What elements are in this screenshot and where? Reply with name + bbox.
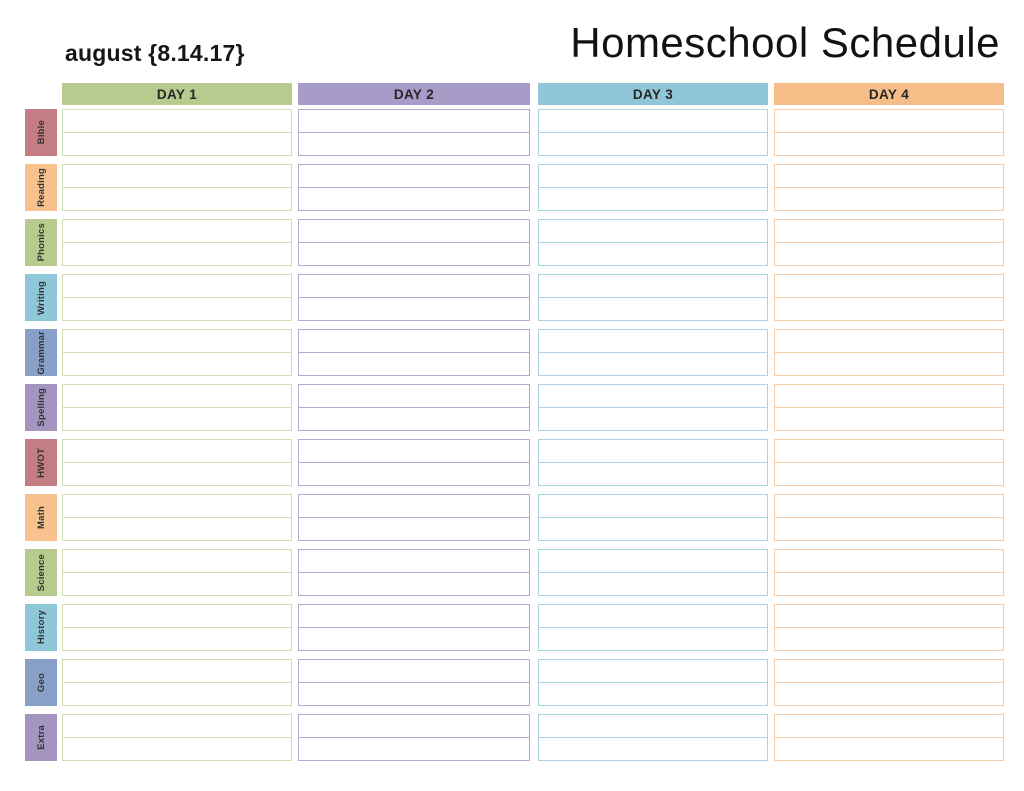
subject-label-text: HWOT — [35, 447, 47, 478]
subject-row-geo — [25, 659, 1004, 706]
subject-row-science — [25, 549, 1004, 596]
cell-line[interactable] — [775, 242, 1003, 265]
cell-line[interactable] — [539, 352, 767, 375]
cell-line[interactable] — [539, 385, 767, 407]
cell-line[interactable] — [539, 682, 767, 705]
cells-bible-day2 — [298, 109, 530, 156]
cell-line[interactable] — [299, 517, 529, 540]
cells-history-day3 — [538, 604, 768, 651]
cell-line[interactable] — [539, 715, 767, 737]
cells-spelling-day3 — [538, 384, 768, 431]
cell-line[interactable] — [539, 275, 767, 297]
cell-line[interactable] — [539, 220, 767, 242]
cell-line[interactable] — [63, 682, 291, 705]
cell-line[interactable] — [299, 737, 529, 760]
cell-line[interactable] — [63, 462, 291, 485]
cell-line[interactable] — [775, 275, 1003, 297]
cell-line[interactable] — [299, 550, 529, 572]
cell-line[interactable] — [775, 440, 1003, 462]
cell-line[interactable] — [63, 110, 291, 132]
cell-line[interactable] — [539, 297, 767, 320]
cell-line[interactable] — [299, 660, 529, 682]
cell-line[interactable] — [299, 242, 529, 265]
day-4-header: DAY 4 — [774, 83, 1004, 105]
cells-science-day3 — [538, 549, 768, 596]
cell-line[interactable] — [63, 165, 291, 187]
subject-label-spelling — [25, 384, 57, 431]
cells-extra-day2 — [298, 714, 530, 761]
cells-reading-day3 — [538, 164, 768, 211]
subject-label-text: Science — [35, 553, 47, 592]
cells-spelling-day1 — [62, 384, 292, 431]
cell-line[interactable] — [539, 550, 767, 572]
cell-line[interactable] — [63, 627, 291, 650]
cell-line[interactable] — [63, 550, 291, 572]
subject-row-bible — [25, 109, 1004, 156]
cells-phonics-day4 — [774, 219, 1004, 266]
cell-line[interactable] — [299, 715, 529, 737]
subject-label-history — [25, 604, 57, 651]
cells-history-day2 — [298, 604, 530, 651]
cell-line[interactable] — [299, 132, 529, 155]
cell-line[interactable] — [539, 187, 767, 210]
subject-label-geo — [25, 659, 57, 706]
cell-line[interactable] — [63, 660, 291, 682]
cell-line[interactable] — [539, 660, 767, 682]
cell-line[interactable] — [539, 330, 767, 352]
cell-line[interactable] — [299, 605, 529, 627]
cells-writing-day1 — [62, 274, 292, 321]
cells-history-day1 — [62, 604, 292, 651]
cell-line[interactable] — [775, 385, 1003, 407]
cell-line[interactable] — [63, 440, 291, 462]
cells-bible-day4 — [774, 109, 1004, 156]
cell-line[interactable] — [63, 242, 291, 265]
cell-line[interactable] — [63, 495, 291, 517]
cell-line[interactable] — [539, 462, 767, 485]
cell-line[interactable] — [775, 682, 1003, 705]
cells-hwot-day1 — [62, 439, 292, 486]
cell-line[interactable] — [299, 187, 529, 210]
day-header-row — [25, 83, 1004, 105]
cells-math-day3 — [538, 494, 768, 541]
cells-geo-day4 — [774, 659, 1004, 706]
cell-line[interactable] — [775, 297, 1003, 320]
cells-geo-day3 — [538, 659, 768, 706]
cell-line[interactable] — [299, 220, 529, 242]
subject-label-text: Geo — [35, 672, 47, 693]
cell-line[interactable] — [299, 297, 529, 320]
cells-math-day4 — [774, 494, 1004, 541]
subject-label-bible — [25, 109, 57, 156]
subject-row-extra — [25, 714, 1004, 761]
subject-label-science — [25, 549, 57, 596]
cells-extra-day1 — [62, 714, 292, 761]
subject-label-text: Bible — [35, 120, 47, 145]
cell-line[interactable] — [63, 737, 291, 760]
cell-line[interactable] — [775, 352, 1003, 375]
cells-spelling-day2 — [298, 384, 530, 431]
cell-line[interactable] — [63, 275, 291, 297]
cell-line[interactable] — [775, 517, 1003, 540]
cells-phonics-day2 — [298, 219, 530, 266]
cells-math-day1 — [62, 494, 292, 541]
date-label: august {8.14.17} — [65, 40, 245, 66]
subject-label-text: Spelling — [35, 388, 47, 427]
cell-line[interactable] — [299, 330, 529, 352]
subject-label-math — [25, 494, 57, 541]
cell-line[interactable] — [539, 132, 767, 155]
cells-reading-day4 — [774, 164, 1004, 211]
cells-history-day4 — [774, 604, 1004, 651]
subject-label-text: Phonics — [35, 223, 47, 262]
subject-row-hwot — [25, 439, 1004, 486]
cells-writing-day4 — [774, 274, 1004, 321]
cells-math-day2 — [298, 494, 530, 541]
subject-label-text: Grammar — [35, 330, 47, 375]
cells-writing-day2 — [298, 274, 530, 321]
cell-line[interactable] — [299, 627, 529, 650]
cell-line[interactable] — [539, 407, 767, 430]
cell-line[interactable] — [299, 572, 529, 595]
cells-reading-day1 — [62, 164, 292, 211]
cell-line[interactable] — [63, 132, 291, 155]
subject-label-grammar — [25, 329, 57, 376]
cells-hwot-day2 — [298, 439, 530, 486]
cell-line[interactable] — [539, 165, 767, 187]
cell-line[interactable] — [775, 220, 1003, 242]
page-title: Homeschool Schedule — [570, 19, 1000, 66]
subject-label-reading — [25, 164, 57, 211]
subject-label-text: History — [35, 610, 47, 645]
cell-line[interactable] — [775, 407, 1003, 430]
cells-grammar-day3 — [538, 329, 768, 376]
cells-grammar-day4 — [774, 329, 1004, 376]
subject-label-text: Writing — [35, 280, 47, 315]
cell-line[interactable] — [63, 187, 291, 210]
subject-row-math — [25, 494, 1004, 541]
cell-line[interactable] — [775, 605, 1003, 627]
cell-line[interactable] — [63, 517, 291, 540]
cell-line[interactable] — [775, 715, 1003, 737]
subject-row-spelling — [25, 384, 1004, 431]
cells-bible-day1 — [62, 109, 292, 156]
cell-line[interactable] — [299, 682, 529, 705]
cell-line[interactable] — [775, 187, 1003, 210]
cell-line[interactable] — [299, 165, 529, 187]
cell-line[interactable] — [63, 220, 291, 242]
cells-reading-day2 — [298, 164, 530, 211]
cell-line[interactable] — [775, 330, 1003, 352]
cell-line[interactable] — [775, 462, 1003, 485]
subject-label-text: Math — [35, 506, 47, 529]
cell-line[interactable] — [775, 737, 1003, 760]
subject-label-extra — [25, 714, 57, 761]
cells-geo-day1 — [62, 659, 292, 706]
subject-label-text: Reading — [35, 168, 47, 207]
cell-line[interactable] — [63, 297, 291, 320]
cell-line[interactable] — [775, 550, 1003, 572]
cell-line[interactable] — [63, 385, 291, 407]
cells-science-day1 — [62, 549, 292, 596]
cell-line[interactable] — [299, 440, 529, 462]
cells-extra-day3 — [538, 714, 768, 761]
subject-label-text: Extra — [35, 725, 47, 750]
cells-extra-day4 — [774, 714, 1004, 761]
subject-row-grammar — [25, 329, 1004, 376]
cells-science-day2 — [298, 549, 530, 596]
cell-line[interactable] — [539, 627, 767, 650]
cell-line[interactable] — [299, 495, 529, 517]
cell-line[interactable] — [539, 242, 767, 265]
subject-row-writing — [25, 274, 1004, 321]
cells-science-day4 — [774, 549, 1004, 596]
cell-line[interactable] — [63, 605, 291, 627]
cell-line[interactable] — [775, 572, 1003, 595]
cells-hwot-day3 — [538, 439, 768, 486]
day-2-header: DAY 2 — [298, 83, 530, 105]
cell-line[interactable] — [299, 275, 529, 297]
subject-label-hwot — [25, 439, 57, 486]
day-1-header: DAY 1 — [62, 83, 292, 105]
cell-line[interactable] — [299, 462, 529, 485]
cell-line[interactable] — [775, 132, 1003, 155]
subject-label-writing — [25, 274, 57, 321]
cell-line[interactable] — [539, 110, 767, 132]
cell-line[interactable] — [539, 517, 767, 540]
cell-line[interactable] — [539, 572, 767, 595]
cell-line[interactable] — [539, 495, 767, 517]
cell-line[interactable] — [63, 715, 291, 737]
cells-phonics-day3 — [538, 219, 768, 266]
cells-grammar-day2 — [298, 329, 530, 376]
cells-phonics-day1 — [62, 219, 292, 266]
cell-line[interactable] — [775, 660, 1003, 682]
cell-line[interactable] — [775, 110, 1003, 132]
cells-writing-day3 — [538, 274, 768, 321]
cell-line[interactable] — [299, 110, 529, 132]
cell-line[interactable] — [775, 627, 1003, 650]
subject-label-phonics — [25, 219, 57, 266]
cells-hwot-day4 — [774, 439, 1004, 486]
cell-line[interactable] — [539, 440, 767, 462]
cells-bible-day3 — [538, 109, 768, 156]
cell-line[interactable] — [775, 165, 1003, 187]
cell-line[interactable] — [299, 352, 529, 375]
day-3-header: DAY 3 — [538, 83, 768, 105]
cells-geo-day2 — [298, 659, 530, 706]
cells-grammar-day1 — [62, 329, 292, 376]
cell-line[interactable] — [539, 605, 767, 627]
cells-spelling-day4 — [774, 384, 1004, 431]
corner-spacer — [25, 83, 57, 105]
cell-line[interactable] — [775, 495, 1003, 517]
cell-line[interactable] — [539, 737, 767, 760]
subject-row-history — [25, 604, 1004, 651]
cell-line[interactable] — [299, 385, 529, 407]
subject-row-phonics — [25, 219, 1004, 266]
subject-row-reading — [25, 164, 1004, 211]
cell-line[interactable] — [63, 572, 291, 595]
cell-line[interactable] — [63, 352, 291, 375]
schedule-grid — [25, 109, 1004, 769]
cell-line[interactable] — [63, 330, 291, 352]
cell-line[interactable] — [63, 407, 291, 430]
cell-line[interactable] — [299, 407, 529, 430]
